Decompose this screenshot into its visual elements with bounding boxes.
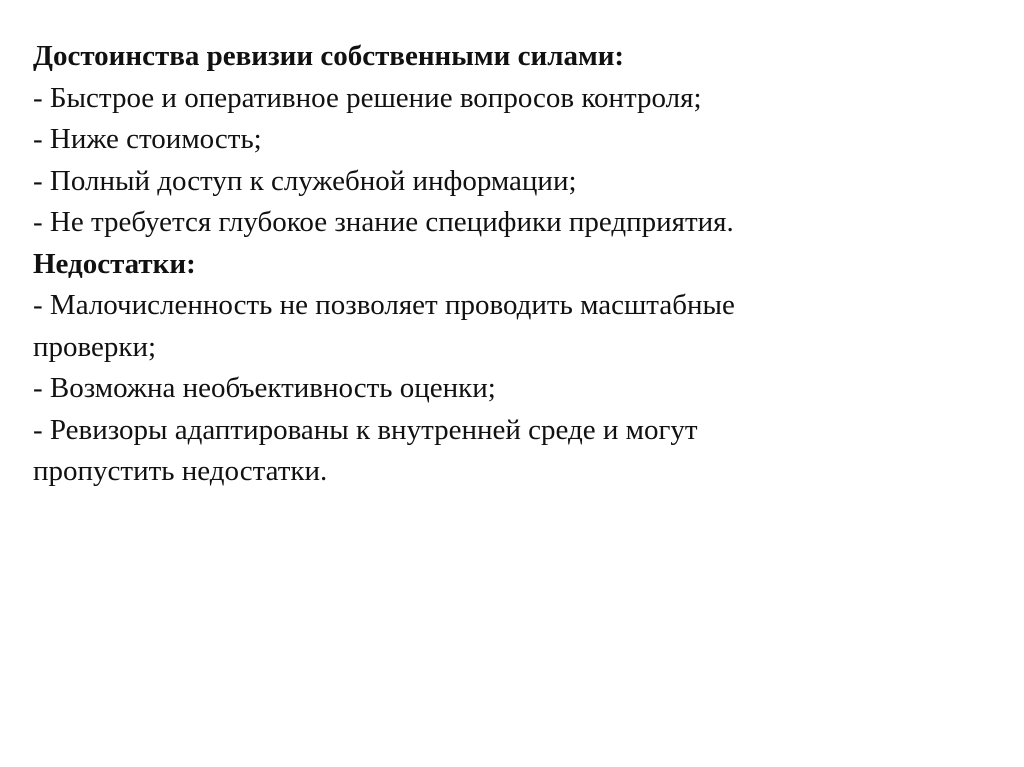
disadvantage-item: - Возможна необъективность оценки; — [33, 372, 496, 404]
advantage-item: - Быстрое и оперативное решение вопросов контроля; — [33, 81, 702, 114]
disadvantage-item: проверки; — [33, 330, 157, 363]
advantages-heading: Достоинства ревизии собственными силами: — [33, 40, 625, 72]
disadvantages-heading: Недостатки: — [33, 247, 196, 280]
advantage-item: - Не требуется глубокое знание специфики предприятия. — [33, 206, 734, 238]
slide-text-block — [33, 36, 993, 493]
advantage-item: - Полный доступ к служебной информации; — [33, 164, 577, 197]
disadvantage-item: - Малочисленность не позволяет проводить масштабные — [33, 289, 735, 321]
disadvantage-item: пропустить недостатки. — [33, 455, 328, 487]
disadvantage-item: - Ревизоры адаптированы к внутренней среде и могут — [33, 413, 698, 446]
advantage-item: - Ниже стоимость; — [33, 123, 262, 155]
